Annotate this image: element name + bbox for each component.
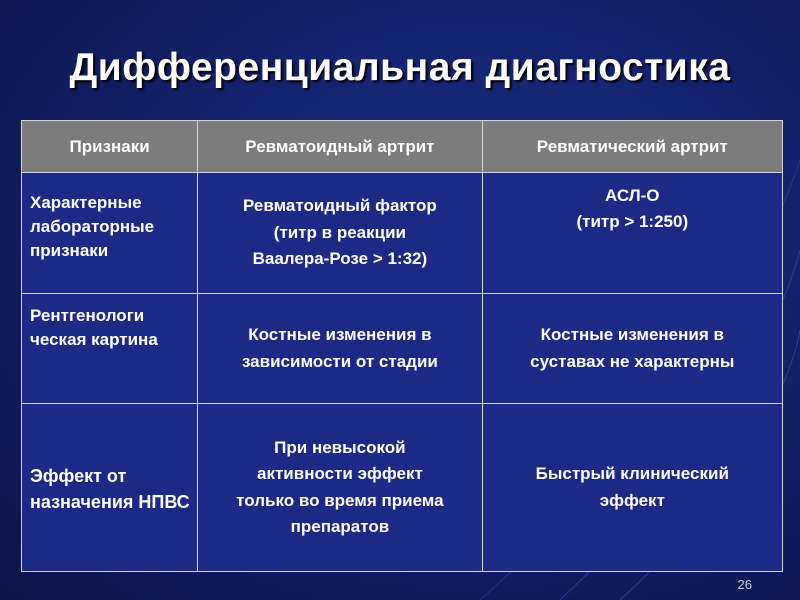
table-row xyxy=(22,294,783,404)
ra-cell xyxy=(198,173,482,294)
cell-line: Костные изменения в xyxy=(540,325,724,345)
ra-cell xyxy=(198,404,482,572)
header-signs: Признаки xyxy=(22,121,198,173)
table-row xyxy=(22,173,783,294)
cell-line: (титр > 1:250) xyxy=(576,212,689,232)
cell-line: (титр в реакции xyxy=(273,222,406,242)
cell-line: только во время приема xyxy=(236,490,444,510)
ra-cell xyxy=(198,294,482,404)
row-label: Эффект от назначения НПВС xyxy=(22,404,198,572)
table-row xyxy=(22,404,783,572)
cell-line: Костные изменения в xyxy=(248,325,432,345)
cell-line: эффект xyxy=(599,490,665,510)
row-label: Характерные лабораторные признаки xyxy=(22,173,198,294)
cell-line: препаратов xyxy=(290,516,390,536)
header-rheumatic-arthritis: Ревматический артрит xyxy=(482,121,782,173)
cell-line: АСЛ-О xyxy=(605,186,660,205)
cell-line: активности эффект xyxy=(257,464,423,484)
cell-line: Ревматоидный фактор xyxy=(242,196,437,216)
cell-line: суставах не характерны xyxy=(530,351,735,371)
table-header-row xyxy=(22,121,783,173)
cell-line: Ваалера-Розе > 1:32) xyxy=(252,249,428,269)
cell-line: зависимости от стадии xyxy=(241,351,438,371)
diagnosis-table xyxy=(21,120,783,572)
cell-line: При невысокой xyxy=(274,437,406,457)
row-label: Рентгенологи ческая картина xyxy=(22,294,198,404)
cell-line: Быстрый клинический xyxy=(535,464,729,484)
page-number: 26 xyxy=(737,577,752,592)
slide-title: Дифференциальная диагностика xyxy=(69,46,731,89)
rheumatic-cell xyxy=(482,404,782,572)
rheumatic-cell xyxy=(482,173,782,294)
header-rheumatoid-arthritis: Ревматоидный артрит xyxy=(198,121,482,173)
rheumatic-cell xyxy=(482,294,782,404)
